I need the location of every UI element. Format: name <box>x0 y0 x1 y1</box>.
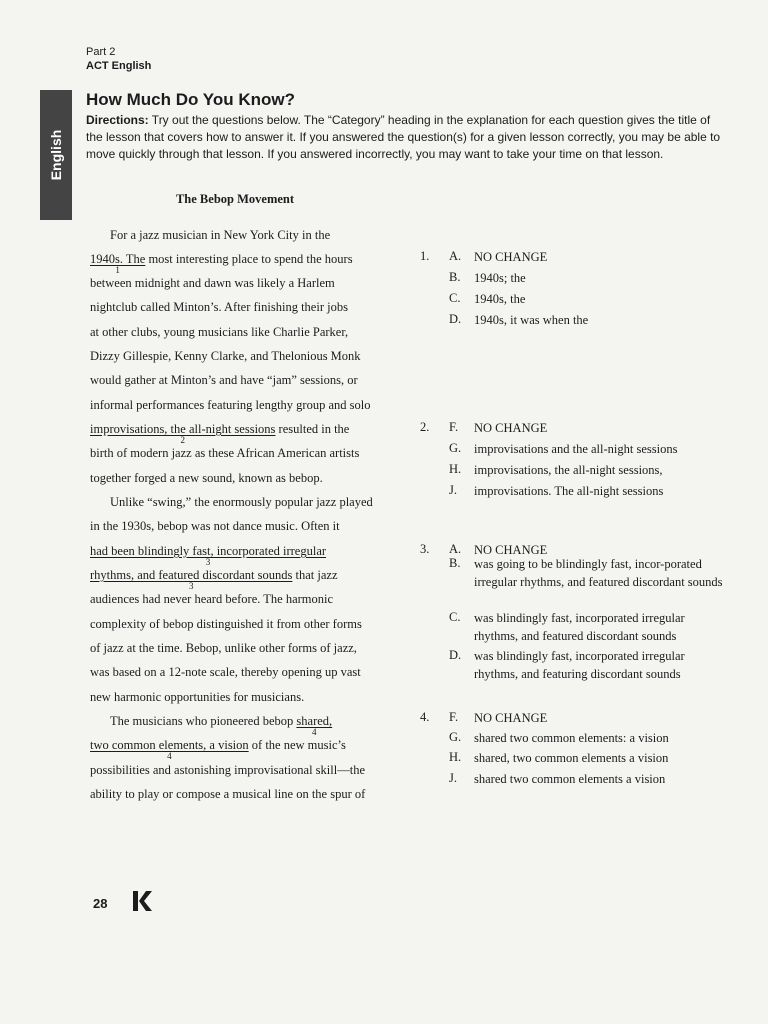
answer-choice: NO CHANGE <box>474 421 548 435</box>
passage-line <box>90 276 335 291</box>
question-ref-number: 2 <box>180 435 185 445</box>
passage-text: between midnight and dawn was likely a Harlem <box>90 276 335 290</box>
passage-line <box>90 300 348 315</box>
answer-letter: B. <box>449 270 461 284</box>
answer-choice: shared two common elements a vision <box>474 772 666 786</box>
passage-line <box>90 398 370 413</box>
question-ref-number: 3 <box>188 581 194 591</box>
passage-text: at other clubs, young musicians like Charlie Parker, <box>90 325 349 339</box>
passage-line <box>90 690 304 705</box>
answer-choice: was going to be blindingly fast, incor-porated irregular rhythms, and featured discordant sounds <box>474 557 723 589</box>
passage-text: in the 1930s, bebop was not dance music. Often it <box>90 519 340 533</box>
answer-choice: was blindingly fast, incorporated irregular rhythms, and featured discordant sounds <box>474 611 685 643</box>
passage-line <box>90 763 365 778</box>
passage-text: possibilities and astonishing improvisational skill—the <box>90 763 365 777</box>
passage-line <box>90 373 358 388</box>
passage-text: ability to play or compose a musical line on the spur of <box>90 787 366 801</box>
passage-line <box>110 495 373 510</box>
passage-line <box>90 252 353 275</box>
passage-line <box>90 787 365 802</box>
subject-label: ACT English <box>86 60 152 72</box>
passage-text: audiences had never heard before. The harmonic <box>90 592 334 606</box>
passage-text: complexity of bebop distinguished it from other forms <box>90 617 362 631</box>
passage-text: informal performances featuring lengthy group and solo <box>90 398 371 412</box>
underlined-segment <box>90 422 276 445</box>
passage-text: that jazz <box>292 568 338 582</box>
answer-choice: NO CHANGE <box>474 250 548 264</box>
answer-letter: B. <box>449 556 461 570</box>
passage-line <box>90 519 340 534</box>
answer-choice: shared two common elements: a vision <box>474 731 669 745</box>
question-ref-number: 4 <box>312 727 317 737</box>
answer-letter: D. <box>449 312 462 326</box>
passage-text: was based on a 12-note scale, thereby opening up vast <box>90 665 361 679</box>
section-tab-label: English <box>48 129 64 181</box>
passage-line <box>90 568 338 591</box>
passage-line <box>90 592 333 607</box>
underlined-text: 1940s. The <box>90 252 146 266</box>
kaplan-k-logo-icon <box>130 888 156 914</box>
directions <box>86 112 726 163</box>
question-ref-number: 1 <box>115 265 120 275</box>
underlined-text: shared, <box>296 714 333 728</box>
passage-line <box>90 544 327 567</box>
answer-choice: 1940s; the <box>474 271 526 285</box>
underlined-text: rhythms, and featured discordant sounds <box>90 568 293 582</box>
answer-choice: 1940s, the <box>474 292 526 306</box>
answer-letter: H. <box>449 750 462 764</box>
directions-label: Directions: <box>86 113 149 127</box>
passage-line <box>110 714 333 737</box>
passage-text: resulted in the <box>275 422 350 436</box>
underlined-segment <box>296 714 333 737</box>
passage-line <box>90 446 359 461</box>
underlined-text: two common elements, a vision <box>90 738 249 752</box>
question-number: 4. <box>420 710 430 724</box>
underlined-segment <box>90 544 327 567</box>
underlined-text: had been blindingly fast, incorporated irregular <box>90 544 327 558</box>
passage-text: new harmonic opportunities for musicians. <box>90 690 305 704</box>
passage-line <box>110 228 330 243</box>
answer-choice: NO CHANGE <box>474 543 548 557</box>
question-ref-number: 4 <box>167 751 172 761</box>
passage-text: of the new music’s <box>248 738 346 752</box>
answer-choice: shared, two common elements a vision <box>474 751 669 765</box>
passage-text: together forged a new sound, known as bebop. <box>90 471 323 485</box>
passage-title: The Bebop Movement <box>175 192 295 206</box>
part-label: Part 2 <box>86 46 116 58</box>
question-ref-number: 3 <box>205 557 211 567</box>
answer-choice: improvisations, the all-night sessions, <box>474 463 663 477</box>
passage-line <box>90 325 348 340</box>
answer-choice: NO CHANGE <box>474 711 548 725</box>
answer-letter: A. <box>449 249 462 263</box>
passage-line <box>90 349 361 364</box>
passage-text: birth of modern jazz as these African American artists <box>90 446 360 460</box>
question-number: 3. <box>420 542 430 556</box>
answer-choice: 1940s, it was when the <box>474 313 589 327</box>
answer-choice: improvisations. The all-night sessions <box>474 484 664 498</box>
answer-letter: A. <box>449 542 462 556</box>
answer-letter: F. <box>449 420 459 434</box>
passage-text: The musicians who pioneered bebop <box>110 714 297 728</box>
passage-text: Dizzy Gillespie, Kenny Clarke, and Thelonious Monk <box>90 349 361 363</box>
underlined-text: improvisations, the all-night sessions <box>90 422 276 436</box>
passage-line <box>90 617 362 632</box>
question-number: 1. <box>420 249 430 263</box>
page-title: How Much Do You Know? <box>86 90 296 109</box>
underlined-segment <box>90 568 293 591</box>
answer-letter: G. <box>449 730 462 744</box>
answer-letter: C. <box>449 610 461 624</box>
passage-text: would gather at Minton’s and have “jam” sessions, or <box>90 373 358 387</box>
passage-text: nightclub called Minton’s. After finishing their jobs <box>90 300 348 314</box>
passage-text: most interesting place to spend the hours <box>145 252 353 266</box>
passage-text: For a jazz musician in New York City in the <box>110 228 331 242</box>
underlined-segment <box>90 252 146 275</box>
passage-line <box>90 641 357 656</box>
answer-letter: C. <box>449 291 461 305</box>
answer-choice: was blindingly fast, incorporated irregular rhythms, and featuring discordant sounds <box>474 649 685 681</box>
underlined-segment <box>90 738 249 761</box>
answer-letter: G. <box>449 441 462 455</box>
passage-line <box>90 471 323 486</box>
passage-text: Unlike “swing,” the enormously popular jazz played <box>110 495 373 509</box>
answer-letter: H. <box>449 462 462 476</box>
answer-letter: J. <box>449 771 457 785</box>
page-number: 28 <box>93 896 108 911</box>
directions-text: Try out the questions below. The “Category” heading in the explanation for each question gives the title of the lesson that covers how to answer it. If you answered the question(s) for a given lesson correctly, you may be able to move quickly through that lesson. If you answered incorrectly, you may want to take your time on that lesson. <box>86 113 721 161</box>
answer-letter: J. <box>449 483 457 497</box>
passage-line <box>90 665 361 680</box>
passage-line <box>90 422 350 445</box>
passage-text: of jazz at the time. Bebop, unlike other forms of jazz, <box>90 641 357 655</box>
question-number: 2. <box>420 420 430 434</box>
answer-letter: D. <box>449 648 462 662</box>
answer-choice: improvisations and the all-night sessions <box>474 442 678 456</box>
answer-letter: F. <box>449 710 459 724</box>
passage-line <box>90 738 346 761</box>
